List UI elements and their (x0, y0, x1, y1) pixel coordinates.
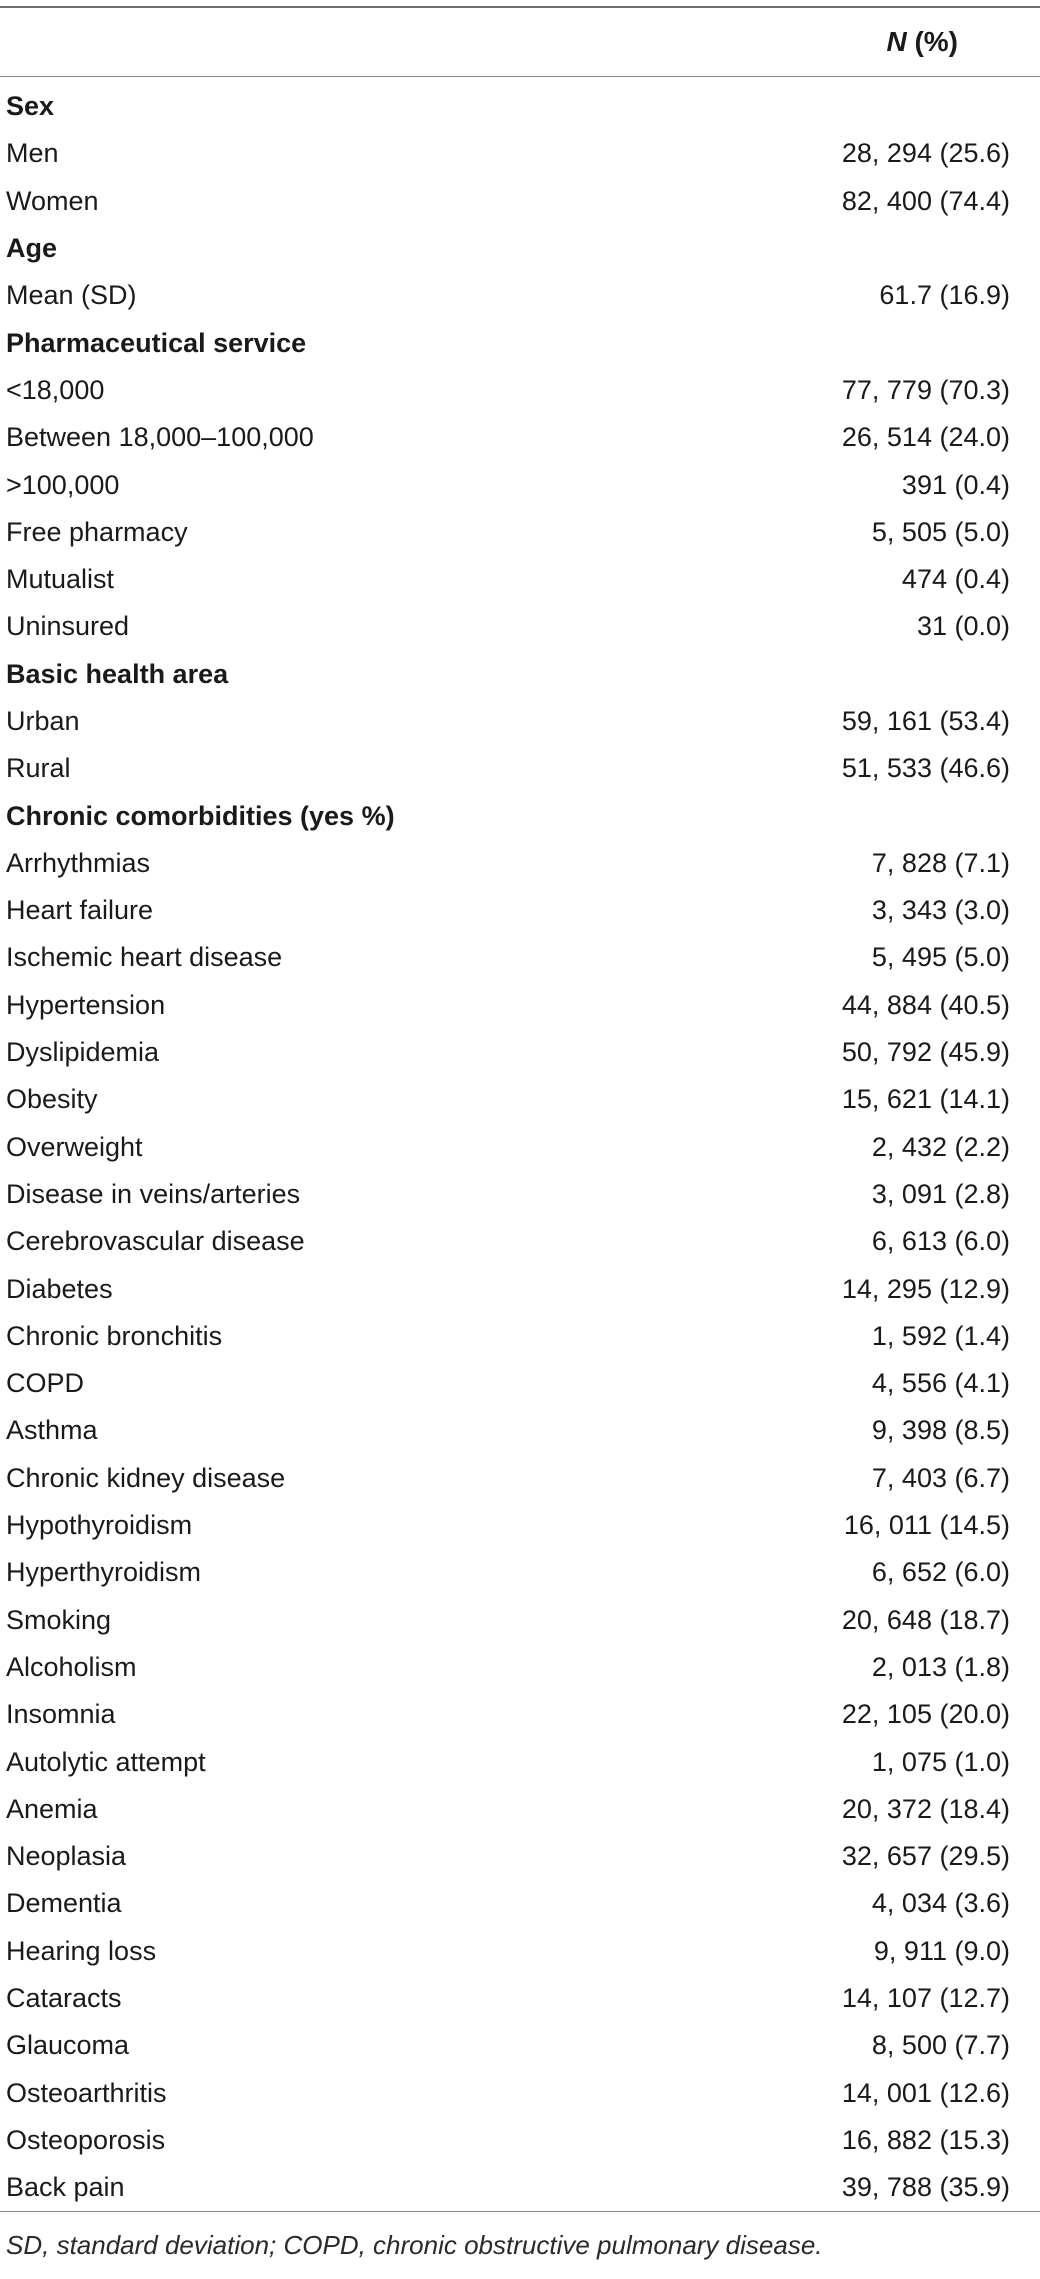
row-value: 14, 001 (12.6) (841, 2077, 1010, 2108)
table-row (0, 1171, 1040, 1218)
row-value: 4, 556 (4.1) (871, 1368, 1010, 1399)
row-value: 474 (0.4) (901, 564, 1010, 595)
row-label: Uninsured (6, 611, 130, 642)
table-row (0, 1880, 1040, 1927)
header-n-label: N (886, 26, 907, 57)
table-section-row (0, 651, 1040, 698)
row-label: Asthma (6, 1415, 98, 1446)
section-label: Age (6, 233, 58, 264)
row-label: Disease in veins/arteries (6, 1178, 301, 1209)
row-value: 32, 657 (29.5) (841, 1841, 1010, 1872)
table-section-row (0, 792, 1040, 839)
row-label: Arrhythmias (6, 847, 151, 878)
table-row (0, 414, 1040, 461)
row-label: Free pharmacy (6, 516, 188, 547)
table-row (0, 1455, 1040, 1502)
table-row (0, 1597, 1040, 1644)
header-pct-label: (%) (906, 26, 958, 57)
row-label: Smoking (6, 1604, 112, 1635)
row-label: Dyslipidemia (6, 1037, 160, 1068)
table-row (0, 1218, 1040, 1265)
row-value: 16, 882 (15.3) (841, 2124, 1010, 2155)
table-row (0, 1313, 1040, 1360)
row-value: 6, 613 (6.0) (871, 1226, 1010, 1257)
table-row (0, 840, 1040, 887)
table-row (0, 509, 1040, 556)
row-value: 5, 495 (5.0) (871, 942, 1010, 973)
row-value: 1, 592 (1.4) (871, 1320, 1010, 1351)
data-table (0, 6, 1040, 2261)
row-label: Hypothyroidism (6, 1510, 193, 1541)
row-value: 14, 107 (12.7) (841, 1983, 1010, 2014)
row-value: 1, 075 (1.0) (871, 1746, 1010, 1777)
row-label: Mean (SD) (6, 280, 137, 311)
row-value: 44, 884 (40.5) (841, 989, 1010, 1020)
row-value: 16, 011 (14.5) (843, 1510, 1010, 1541)
row-value: 7, 403 (6.7) (871, 1462, 1010, 1493)
row-value: 15, 621 (14.1) (841, 1084, 1010, 1115)
table-row (0, 1644, 1040, 1691)
row-value: 20, 372 (18.4) (841, 1793, 1010, 1824)
row-label: <18,000 (6, 374, 105, 405)
row-label: Urban (6, 706, 80, 736)
row-value: 9, 398 (8.5) (871, 1415, 1010, 1446)
table-body (0, 77, 1040, 2211)
table-row (0, 2069, 1040, 2116)
row-label: Osteoporosis (6, 2124, 166, 2155)
table-row (0, 745, 1040, 792)
row-value: 82, 400 (74.4) (841, 185, 1010, 216)
row-value: 61.7 (16.9) (879, 280, 1010, 311)
table-row (0, 1928, 1040, 1975)
table-row (0, 1124, 1040, 1171)
table-row (0, 1360, 1040, 1407)
section-label: Pharmaceutical service (6, 327, 307, 358)
row-value: 39, 788 (35.9) (841, 2172, 1010, 2203)
row-label: Osteoarthritis (6, 2077, 167, 2108)
table-row (0, 1029, 1040, 1076)
table-row (0, 1407, 1040, 1454)
section-label: Basic health area (6, 658, 229, 689)
row-label: Chronic kidney disease (6, 1462, 286, 1493)
row-value: 391 (0.4) (901, 469, 1010, 500)
row-label: >100,000 (6, 469, 120, 500)
section-label: Sex (6, 91, 55, 122)
row-value: 8, 500 (7.7) (871, 2030, 1010, 2061)
table-row (0, 1549, 1040, 1596)
row-label: Mutualist (6, 564, 115, 595)
row-value: 22, 105 (20.0) (841, 1699, 1010, 1730)
table-row (0, 130, 1040, 177)
row-label: Overweight (6, 1131, 143, 1162)
row-label: Cerebrovascular disease (6, 1226, 305, 1257)
table-section-row (0, 225, 1040, 272)
table-header (0, 8, 1040, 76)
row-value: 28, 294 (25.6) (841, 138, 1010, 169)
row-label: Men (6, 138, 59, 169)
row-label: Dementia (6, 1888, 122, 1919)
table-row (0, 2164, 1040, 2211)
row-value: 77, 779 (70.3) (841, 374, 1010, 405)
row-value: 2, 013 (1.8) (871, 1651, 1010, 1682)
table-row (0, 272, 1040, 319)
row-label: Alcoholism (6, 1651, 137, 1682)
row-value: 2, 432 (2.2) (871, 1131, 1010, 1162)
row-label: Between 18,000–100,000 (6, 422, 314, 453)
table-row (0, 603, 1040, 650)
row-label: Hyperthyroidism (6, 1557, 202, 1588)
row-value: 20, 648 (18.7) (841, 1604, 1010, 1635)
row-value: 31 (0.0) (916, 611, 1010, 642)
table-row (0, 367, 1040, 414)
row-value: 7, 828 (7.1) (871, 847, 1010, 878)
table-row (0, 1738, 1040, 1785)
table-row (0, 887, 1040, 934)
table-row (0, 982, 1040, 1029)
table-row (0, 461, 1040, 508)
section-label: Chronic comorbidities (yes %) (6, 800, 395, 831)
row-label: Heart failure (6, 895, 154, 926)
table-row (0, 698, 1040, 745)
row-label: Diabetes (6, 1273, 113, 1304)
table-row (0, 1265, 1040, 1312)
table-row (0, 1786, 1040, 1833)
row-value: 51, 533 (46.6) (841, 753, 1010, 784)
table-row (0, 556, 1040, 603)
table-footnote: SD, standard deviation; COPD, chronic obstructive pulmonary disease. (6, 2230, 823, 2261)
table-row (0, 2117, 1040, 2164)
row-label: Neoplasia (6, 1841, 127, 1872)
row-value: 14, 295 (12.9) (841, 1273, 1010, 1304)
row-label: Ischemic heart disease (6, 942, 283, 973)
row-label: Autolytic attempt (6, 1746, 206, 1777)
row-value: 50, 792 (45.9) (841, 1037, 1010, 1068)
table-row (0, 1076, 1040, 1123)
row-label: Back pain (6, 2172, 125, 2203)
table-row (0, 1833, 1040, 1880)
row-label: Hearing loss (6, 1935, 157, 1966)
table-section-row (0, 83, 1040, 130)
table-row (0, 1502, 1040, 1549)
row-label: Insomnia (6, 1699, 116, 1730)
row-label: Women (6, 185, 99, 216)
row-label: Chronic bronchitis (6, 1320, 223, 1351)
row-value: 59, 161 (53.4) (841, 706, 1010, 736)
row-label: Anemia (6, 1793, 98, 1824)
row-label: Obesity (6, 1084, 98, 1115)
table-section-row (0, 319, 1040, 366)
row-label: Cataracts (6, 1983, 122, 2014)
table-row (0, 2022, 1040, 2069)
row-value: 3, 091 (2.8) (871, 1178, 1010, 1209)
row-value: 5, 505 (5.0) (871, 516, 1010, 547)
table-row (0, 1975, 1040, 2022)
table-row (0, 1691, 1040, 1738)
table-row (0, 934, 1040, 981)
row-label: COPD (6, 1368, 85, 1399)
row-value: 3, 343 (3.0) (871, 895, 1010, 926)
row-label: Glaucoma (6, 2030, 130, 2061)
row-value: 9, 911 (9.0) (873, 1935, 1010, 1966)
row-value: 6, 652 (6.0) (871, 1557, 1010, 1588)
row-value: 26, 514 (24.0) (841, 422, 1010, 453)
row-value: 4, 034 (3.6) (871, 1888, 1010, 1919)
row-label: Hypertension (6, 989, 166, 1020)
row-label: Rural (6, 753, 71, 784)
table-row (0, 178, 1040, 225)
